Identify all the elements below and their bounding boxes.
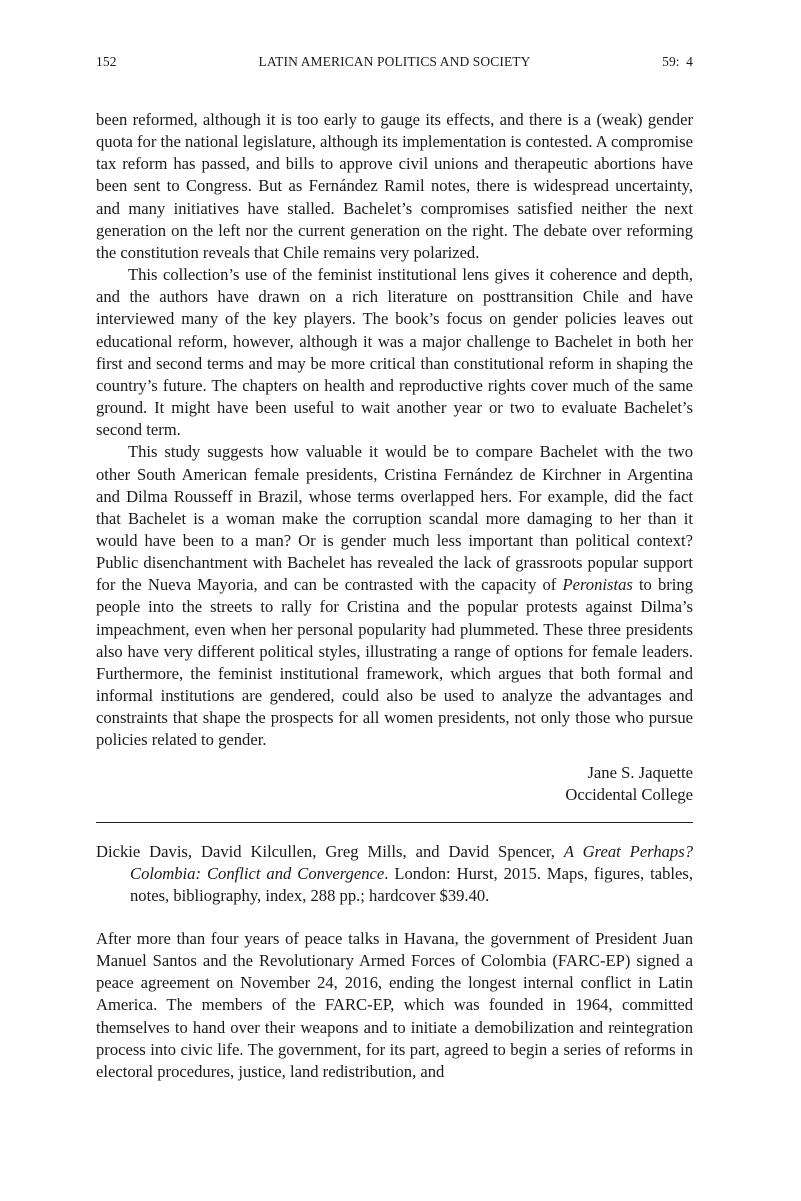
paragraph: This collection’s use of the feminist institutional lens gives it coherence and depth, and the authors have drawn on a rich literature on posttransition Chile and have interviewed many of the key players. The book’s focus on gender policies leaves out educational reform, however, although it was a major challenge to Bachelet in both her first and second terms and may be more critical than constitutional reform in shaping the country’s future. The chapters on health and reproductive rights cover much of the same ground. It might have been useful to wait another year or two to evaluate Bachelet’s second term. bbox=[96, 265, 693, 440]
page-number: 152 bbox=[96, 54, 117, 69]
book-title: A Great Perhaps? Colombia: Conflict and Convergence bbox=[130, 842, 693, 884]
reviewer-signature bbox=[565, 762, 693, 806]
next-review-body bbox=[96, 928, 693, 1083]
paragraph-text: This study suggests how valuable it would be to compare Bachelet with the two other South American female presidents, Cristina Fernández de Kirchner in Argentina and Dilma Rousseff in Brazil, whose terms overlapped hers. For example, did the fact that Bachelet is a woman make the corruption scandal more damaging to her than it would have been to a man? Or is gender much less important than political context? Public disenchantment with Bachelet has revealed the lack of grassroots popular support for the Nueva Mayoria, and can be contrasted with the capacity of bbox=[96, 442, 693, 595]
paragraph-text: to bring people into the streets to rally for Cristina and the popular protests against Dilma’s impeachment, even when her personal popularity had plummeted. These three presidents also have very different political styles, illustrating a range of options for female leaders. Furthermore, the feminist institutional framework, which argues that both formal and informal institutions are gendered, could also be used to analyze the advantages and constraints that shape the prospects for all women presidents, not only those who pursue policies related to gender. bbox=[96, 575, 694, 750]
book-authors: Dickie Davis, David Kilcullen, Greg Mills, and David Spencer, bbox=[96, 842, 564, 861]
book-citation bbox=[96, 841, 693, 907]
reviewer-name: Jane S. Jaquette bbox=[587, 763, 693, 782]
book-details: . London: Hurst, 2015. Maps, figures, tables, notes, bibliography, index, 288 pp.; hardcover $39.40. bbox=[130, 864, 693, 906]
review-continued-body bbox=[96, 109, 693, 752]
section-divider bbox=[96, 822, 693, 823]
paragraph: been reformed, although it is too early to gauge its effects, and there is a (weak) gender quota for the national legislature, although its implementation is contested. A compromise tax reform has passed, and bills to approve civil unions and therapeutic abortions have been sent to Congress. But as Fernández Ramil notes, there is widespread uncertainty, and many initiatives have stalled. Bachelet’s compromises satisfied neither the next generation on the left nor the current generation on the right. The debate over reforming the constitution reveals that Chile remains very polarized. bbox=[96, 110, 693, 262]
italic-term: Peronistas bbox=[562, 575, 633, 595]
journal-title: LATIN AMERICAN POLITICS AND SOCIETY bbox=[258, 54, 531, 69]
paragraph bbox=[96, 441, 693, 751]
volume-issue: 59: 4 bbox=[662, 54, 693, 69]
reviewer-affiliation: Occidental College bbox=[565, 785, 693, 805]
paragraph: After more than four years of peace talks in Havana, the government of President Juan Manuel Santos and the Revolutionary Armed Forces of Colombia (FARC-EP) signed a peace agreement on November 24, 2016, ending the longest internal conflict in Latin America. The members of the FARC-EP, which was founded in 1964, committed themselves to hand over their weapons and to initiate a demobilization and reintegration process into civic life. The government, for its part, agreed to begin a series of reforms in electoral procedures, justice, land redistribution, and bbox=[96, 929, 693, 1081]
running-head bbox=[96, 54, 693, 74]
